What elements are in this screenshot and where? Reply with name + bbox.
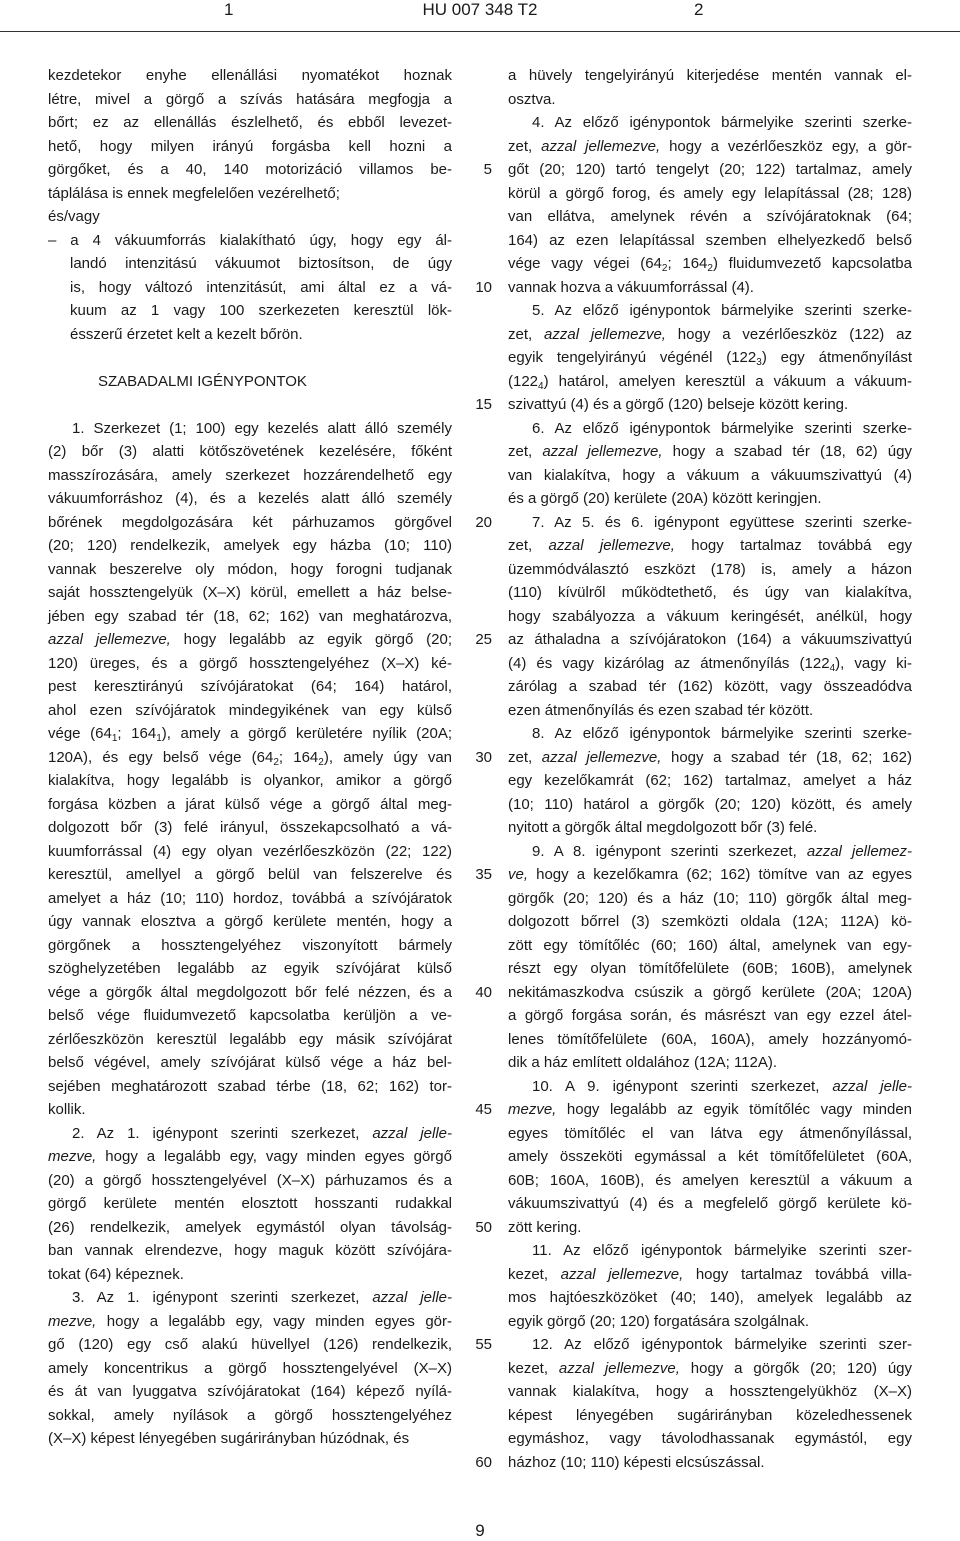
text-line: belső végével, amely szívójárat külső vége a ház bel-	[48, 1054, 452, 1071]
text-line: sokkal, amely nyílások a görgő hossztengelyéhez	[48, 1406, 452, 1424]
text-line: 6. Az előző igénypontok bármelyike szerinti szerke-	[532, 419, 912, 437]
text-line: egyik görgő (20; 120) forgatására szolgálnak.	[508, 1312, 810, 1330]
text-line: is, hogy változó intenzitásút, ami által ez a vá-	[70, 278, 452, 296]
text-line: mezve, hogy a legalább egy, vagy minden egyes gör-	[48, 1312, 452, 1330]
line-number: 60	[475, 1453, 492, 1471]
text-line: (110) kívülről működtethető, és úgy van kialakítva,	[508, 584, 912, 601]
text-line: $(122_4)$ határol, amelyen keresztül a vákuum a vákuum-	[508, 372, 912, 392]
text-line: egymáshoz, vagy távolodhassanak egymástól, egy	[508, 1430, 912, 1447]
text-line: (X–X) képest lényegében sugárirányban húzódnak, és	[48, 1430, 410, 1447]
text-line: házhoz (10; 110) képesti elcsúszással.	[508, 1453, 765, 1471]
text-line: (20; 120) rendelkezik, amelyek egy házba (10; 110)	[48, 537, 452, 554]
text-line: a görgő forgása során, és másrészt van egy ezzel átel-	[508, 1007, 912, 1024]
line-number: 30	[475, 748, 492, 766]
text-line: és/vagy	[48, 208, 100, 225]
text-line: landó intenzitású vákuumot biztosítson, de úgy	[70, 255, 452, 272]
text-line: azzal jellemezve, hogy legalább az egyik görgő (20;	[48, 631, 452, 648]
text-line: úgy vannak elosztva a görgő kerülete mentén, hogy a	[48, 913, 452, 930]
text-line: kezet, azzal jellemezve, hogy tartalmaz továbbá villa-	[508, 1265, 913, 1283]
line-number: 35	[475, 866, 492, 883]
text-line: 4. Az előző igénypontok bármelyike szerinti szerke-	[532, 114, 912, 131]
text-line: szivattyú (4) és a görgő (120) belseje között kering.	[508, 396, 849, 413]
text-line: belső vége fluidumvezető kapcsolatba kerüljön a ve-	[48, 1007, 452, 1024]
line-number: 45	[475, 1101, 492, 1118]
text-line: 2. Az 1. igénypont szerinti szerkezet, azzal jelle-	[72, 1124, 452, 1142]
text-line: kuumforrással (4) egy olyan vezérlőeszközön (22; 122)	[48, 842, 452, 860]
footer-page-number: 9	[475, 1521, 485, 1540]
text-line: vannak kialakítva, hogy a hossztengelyükhöz (X–X)	[508, 1383, 912, 1400]
text-line: mezve, hogy a legalább egy, vagy minden egyes görgő	[48, 1148, 452, 1165]
text-line: (2) bőr (3) alatti kötőszövetének kezelésére, főként	[48, 443, 452, 460]
text-line: kuum az 1 vagy 100 szerkezeten keresztül lök-	[70, 302, 452, 319]
text-line: 5. Az előző igénypontok bármelyike szerinti szerke-	[532, 302, 912, 319]
text-line: amelyet a ház (10; 110) hordoz, továbbá a szívójáratok	[48, 889, 452, 907]
text-line: és át van lyuggatva szívójáratokat (164) képező nyílá-	[48, 1383, 452, 1400]
text-line: ban vannak elrendezve, hogy maguk között szívójára-	[48, 1242, 452, 1259]
text-line: masszírozására, amely szerkezet hozzárendelhető egy	[48, 466, 452, 484]
text-line: osztva.	[508, 90, 556, 108]
text-line: 60B; 160A, 160B), és amelyen keresztül a vákuum a	[508, 1171, 912, 1189]
text-line: kezdetekor enyhe ellenállási nyomatékot hoznak	[48, 67, 452, 84]
text-line: vákuumszivattyú (4) és a megfelelő görgő kerülete kö-	[508, 1195, 912, 1212]
text-line: gőt (20; 120) tartó tengelyt (20; 122) tartalmaz, amely	[508, 161, 912, 178]
text-line: 120A), és egy belső vége ($64_2$; $164_2$), amely úgy van	[48, 748, 452, 768]
text-line: keresztül, amellyel a görgő belül van felszerelve és	[48, 866, 452, 883]
text-line: mos hajtóeszközöket (40; 140), amelyek legalább az	[508, 1289, 912, 1306]
text-line: vannak hozva a vákuumforrással (4).	[508, 278, 754, 296]
text-line: hető, hogy milyen irányú forgásba kell hozni a	[48, 137, 452, 155]
text-line: táplálása is ennek megfelelően vezérelhető;	[48, 184, 340, 202]
text-line: zött kering.	[508, 1218, 582, 1236]
text-line: dolgozott bőr (3) felé irányul, összekapcsolható a vá-	[48, 819, 452, 836]
text-line: egy kezelőkamrát (62; 162) tartalmaz, amelyet a ház	[508, 772, 912, 789]
header-rule	[0, 31, 960, 32]
text-line: zérlőeszközön keresztül legalább egy másik szívójárat	[48, 1030, 452, 1048]
text-line: vége a görgők által megdolgozott bőr felé nézzen, és a	[48, 983, 452, 1001]
left-column	[48, 64, 452, 1451]
text-line: amely összeköti egymással a két tömítőfelületet (60A,	[508, 1148, 912, 1165]
text-line: és a görgő (20) kerülete (20A) között keringjen.	[508, 490, 822, 507]
text-line: zet, azzal jellemezve, hogy a szabad tér (18, 62) úgy	[508, 443, 912, 460]
text-line: sejében meghatározott szabad térbe (18, 62; 162) tor-	[48, 1077, 452, 1095]
text-line: görgőnek a hossztengelyéhez viszonyított bármely	[48, 936, 452, 954]
text-line: zet, azzal jellemezve, hogy tartalmaz továbbá egy	[508, 537, 912, 554]
text-line: 120) üreges, és a görgő hossztengelyéhez (X–X) ké-	[48, 654, 452, 672]
text-line: 10. A 9. igénypont szerinti szerkezet, azzal jelle-	[532, 1077, 912, 1095]
text-line: vége vagy végei ($64_2$; $164_2$) fluidumvezető kapcsolatba	[508, 255, 912, 274]
text-line: bőrének megdolgozására két párhuzamos görgővel	[48, 513, 452, 531]
text-line: kollik.	[48, 1101, 86, 1118]
text-line: körül a görgő forog, és amely egy lelapítással (28; 128)	[508, 184, 912, 202]
text-line: képest lényegében sugárirányban közeledhessenek	[508, 1406, 912, 1424]
text-line: – a 4 vákuumforrás kialakítható úgy, hogy egy ál-	[48, 231, 452, 249]
text-line: mezve, hogy legalább az egyik tömítőléc vagy minden	[508, 1101, 912, 1118]
text-line: üzemmódválasztó eszközt (178) is, amely a házon	[508, 560, 912, 578]
text-line: zárólag a szabad tér (162) között, vagy összeadódva	[508, 678, 912, 695]
text-line: az áthaladna a szívójáratokon (164) a vákuumszivattyú	[508, 631, 912, 648]
text-line: görgők (20; 120) és a ház (10; 110) görgők által meg-	[508, 889, 912, 907]
text-line: ahol ezen szívójáratok mindegyikének van egy külső	[48, 701, 452, 719]
text-line: ve, hogy a kezelőkamra (62; 162) tömítve van az egyes	[508, 866, 912, 883]
text-line: a hüvely tengelyirányú kiterjedése mentén vannak el-	[508, 67, 912, 84]
text-line: 9. A 8. igénypont szerinti szerkezet, azzal jellemez-	[532, 842, 913, 860]
text-line: 3. Az 1. igénypont szerinti szerkezet, azzal jelle-	[72, 1289, 452, 1306]
text-line: 12. Az előző igénypontok bármelyike szerinti szer-	[532, 1336, 912, 1353]
text-line: görgő kerülete mentén elosztott hosszanti rudakkal	[48, 1195, 452, 1212]
section-heading: SZABADALMI IGÉNYPONTOK	[98, 372, 307, 390]
text-line: forgása közben a járat külső vége a görgő által meg-	[48, 795, 452, 813]
text-line: 11. Az előző igénypontok bármelyike szerinti szer-	[532, 1242, 912, 1259]
text-line: vákuumforráshoz (4), és a kezelés alatt álló személy	[48, 490, 452, 507]
line-number: 15	[475, 396, 492, 413]
header-page-right: 2	[694, 0, 704, 19]
text-line: zet, azzal jellemezve, hogy a vezérlőeszköz (122) az	[508, 325, 912, 343]
text-line: létre, mivel a görgő a szívás hatására megfogja a	[48, 90, 452, 108]
text-line: bőrt; ez az ellenállás észlelhető, és ebből levezet-	[48, 114, 452, 131]
line-number: 20	[475, 513, 492, 531]
text-line: van kialakítva, hogy a vákuum a vákuumszivattyú (4)	[508, 466, 912, 484]
text-line: egyes tömítőléc el van látva egy átmenőnyílással,	[508, 1124, 912, 1142]
text-line: (10; 110) határol a görgők (20; 120) között, és amely	[508, 795, 912, 813]
text-line: vannak beszerelve oly módon, hogy forogni tudjanak	[48, 560, 452, 578]
text-line: ezen átmenőnyílás és ezen szabad tér között.	[508, 701, 814, 719]
text-line: dolgozott bőrrel (3) szemközti oldala (12A; 112A) kö-	[508, 913, 912, 930]
text-line: dik a ház említett oldalához (12A; 112A).	[508, 1054, 778, 1071]
right-column	[508, 64, 912, 1474]
text-line: zött egy tömítőléc (60; 160) által, amelynek van egy-	[508, 936, 912, 954]
text-line: lenes tömítőfelülete (60A, 160A), amely hozzányomó-	[508, 1030, 912, 1048]
text-line: görgőket, és a 40, 140 motorizáció villamos be-	[48, 161, 452, 178]
text-line: tokat (64) képeznek.	[48, 1265, 184, 1283]
text-line: 8. Az előző igénypontok bármelyike szerinti szerke-	[532, 725, 912, 742]
text-line: gő (120) egy cső alakú hüvellyel (126) rendelkezik,	[48, 1336, 452, 1353]
header-title: HU 007 348 T2	[422, 0, 538, 19]
text-line: pest keresztirányú szívójáratokat (64; 164) határol,	[48, 678, 452, 695]
text-line: szöghelyzetében legalább az egyik szívójárat külső	[48, 960, 452, 977]
text-line: ésszerű érzetet kelt a kezelt bőrön.	[70, 325, 303, 343]
text-line: (20) a görgő hossztengelyével (X–X) párhuzamos és a	[48, 1171, 452, 1189]
text-line: kialakítva, hogy legalább is olyankor, amikor a görgő	[48, 772, 452, 789]
text-line: 7. Az 5. és 6. igénypont együttese szerinti szerke-	[532, 513, 912, 531]
line-number: 55	[475, 1336, 492, 1353]
line-number: 25	[475, 631, 492, 648]
text-line: kezet, azzal jellemezve, hogy a görgők (20; 120) úgy	[508, 1359, 913, 1377]
text-line: saját hossztengelyük (X–X) körül, emellett a ház belse-	[48, 584, 452, 601]
text-line: 164) az ezen lelapítással szemben elhelyezkedő belső	[508, 231, 912, 249]
text-line: van ellátva, amelynek révén a szívójáratoknak (64;	[508, 208, 912, 225]
text-line: nekitámaszkodva csúszik a görgő kerülete (20A; 120A)	[508, 983, 912, 1001]
line-number: 5	[483, 161, 492, 178]
text-line: hogy szabályozza a vákuum keringését, anélkül, hogy	[508, 607, 912, 625]
blank-line	[48, 346, 452, 370]
text-line: zet, azzal jellemezve, hogy a vezérlőeszköz egy, a gör-	[508, 137, 912, 155]
blank-line	[48, 393, 452, 417]
line-number: 50	[475, 1218, 492, 1236]
line-number: 10	[475, 278, 492, 296]
text-line: zet, azzal jellemezve, hogy a szabad tér (18, 62; 162)	[508, 748, 912, 766]
header-page-left: 1	[224, 0, 234, 19]
text-line: 1. Szerkezet (1; 100) egy kezelés alatt álló személy	[72, 419, 452, 437]
text-line: amely koncentrikus a görgő hossztengelyével (X–X)	[48, 1359, 452, 1377]
text-line: nyitott a görgők által megdolgozott bőr (3) felé.	[508, 819, 818, 836]
line-number: 40	[475, 983, 492, 1001]
text-line: vége ($64_1$; $164_1$), amely a görgő kerületére nyílik (20A;	[48, 725, 452, 744]
text-line: részt egy olyan tömítőfelülete (60B; 160B), amelynek	[508, 960, 912, 977]
text-line: (4) és vagy kizárólag az átmenőnyílás $(122_4)$, vagy ki-	[508, 654, 912, 674]
text-line: (26) rendelkezik, amelyek egymástól olyan távolság-	[48, 1218, 452, 1236]
text-line: egyik tengelyirányú végénél $(122_3)$ egy átmenőnyílást	[508, 349, 912, 368]
text-line: jében egy szabad tér (18, 62; 162) van meghatározva,	[48, 607, 452, 625]
